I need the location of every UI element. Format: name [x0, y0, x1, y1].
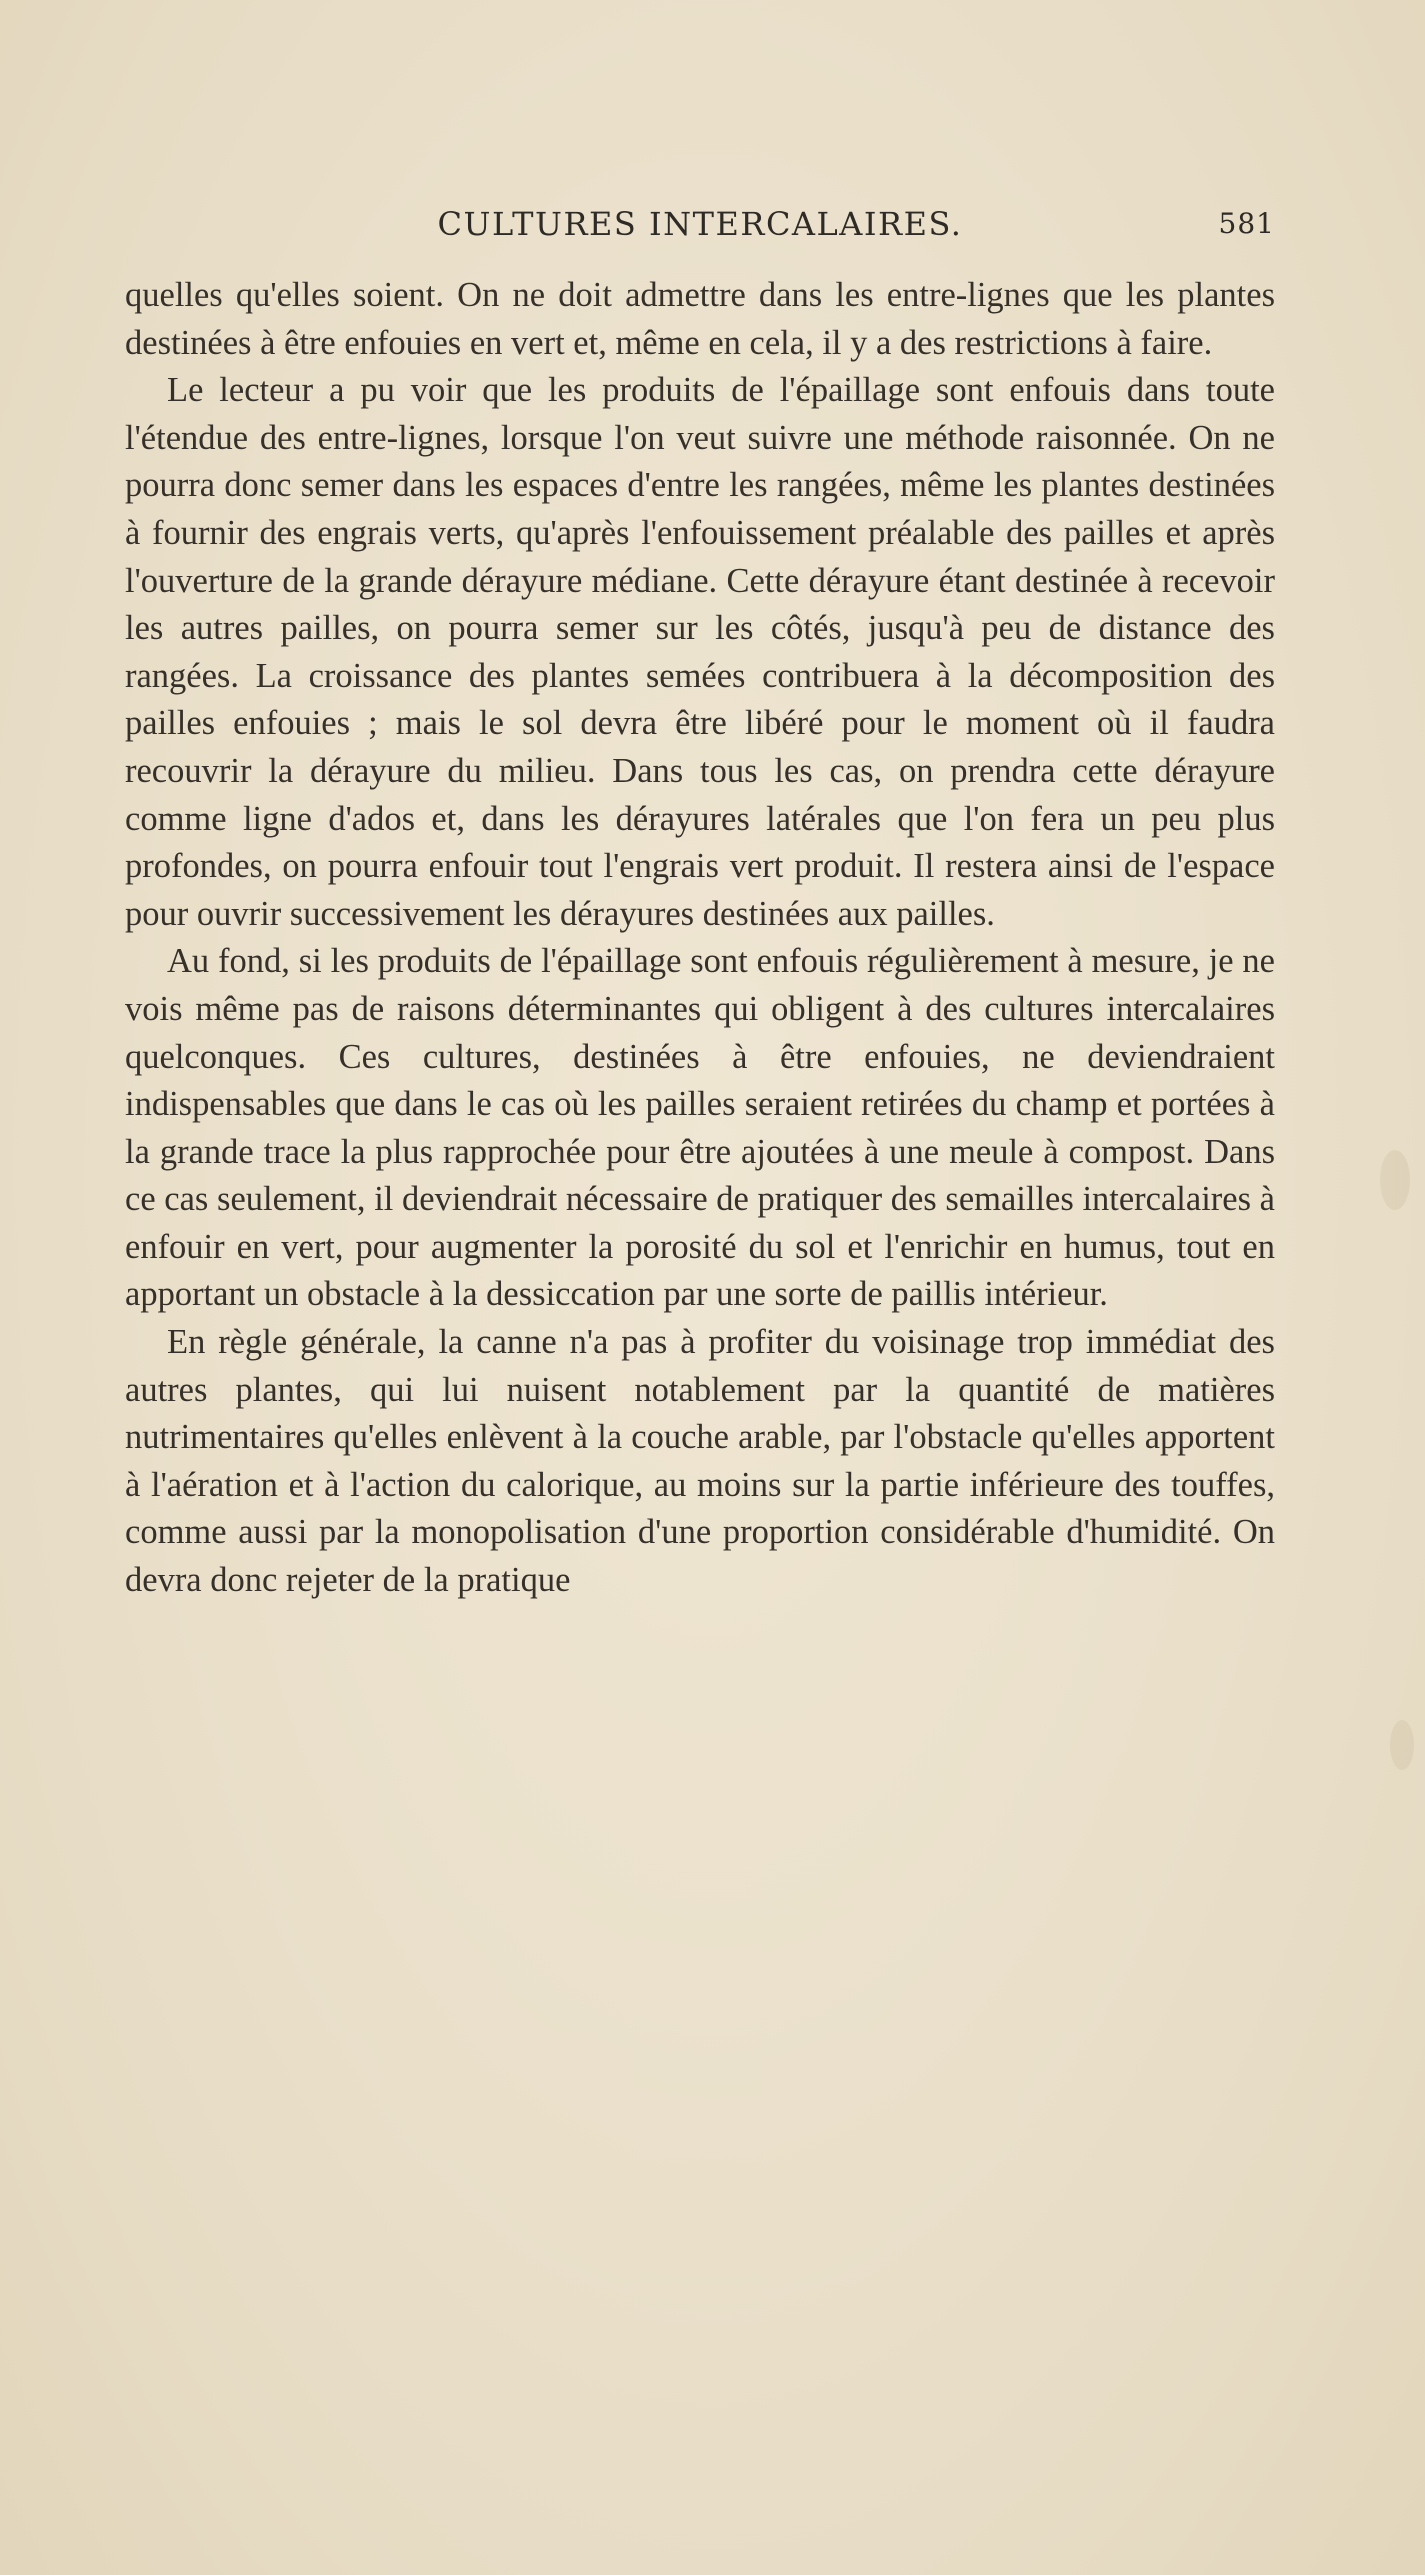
paragraph: Le lecteur a pu voir que les produits de l'épaillage sont enfouis dans toute l'étendue des entre-lignes, lorsque l'on veut suivre une méthode raisonnée. On ne pourra donc semer dans les espaces d'entre les rangées, même les plantes destinées à fournir des engrais verts, qu'après l'enfouissement préalable des pailles et après l'ouverture de la grande dérayure médiane. Cette dérayure étant destinée à recevoir les autres pailles, on pourra semer sur les côtés, jusqu'à peu de distance des rangées. La croissance des plantes semées contribuera à la décomposition des pailles enfouies ; mais le sol devra être libéré pour le moment où il faudra recouvrir la dérayure du milieu. Dans tous les cas, on prendra cette dérayure comme ligne d'ados et, dans les dérayures latérales que l'on fera un peu plus profondes, on pourra enfouir tout l'engrais vert produit. Il restera ainsi de l'espace pour ouvrir successivement les dérayures destinées aux pailles. — [125, 371, 1275, 933]
page-number: 581 — [1218, 207, 1275, 240]
paper-stain — [1390, 1720, 1414, 1770]
body-text — [125, 272, 1275, 1605]
paper-stain — [1380, 1150, 1410, 1210]
paragraph: quelles qu'elles soient. On ne doit admettre dans les entre-lignes que les plantes destinées à être enfouies en vert et, même en cela, il y a des restrictions à faire. — [125, 276, 1275, 362]
paragraph: Au fond, si les produits de l'épaillage sont enfouis régulièrement à mesure, je ne vois même pas de raisons déterminantes qui obligent à des cultures intercalaires quelconques. Ces cultures, destinées à être enfouies, ne deviendraient indispensables que dans le cas où les pailles seraient retirées du champ et portées à la grande trace la plus rapprochée pour être ajoutées à une meule à compost. Dans ce cas seulement, il deviendrait nécessaire de pratiquer des semailles intercalaires à enfouir en vert, pour augmenter la porosité du sol et l'enrichir en humus, tout en apportant un obstacle à la dessiccation par une sorte de paillis intérieur. — [125, 942, 1275, 1314]
running-title: CULTURES INTERCALAIRES. — [437, 205, 963, 243]
running-head — [125, 205, 1275, 245]
paragraph: En règle générale, la canne n'a pas à profiter du voisinage trop immédiat des autres plantes, qui lui nuisent notablement par la quantité de matières nutrimentaires qu'elles enlèvent à la couche arable, par l'obstacle qu'elles apportent à l'aération et à l'action du calorique, au moins sur la partie inférieure des touffes, comme aussi par la monopolisation d'une proportion considérable d'humidité. On devra donc rejeter de la pratique — [125, 1323, 1275, 1600]
